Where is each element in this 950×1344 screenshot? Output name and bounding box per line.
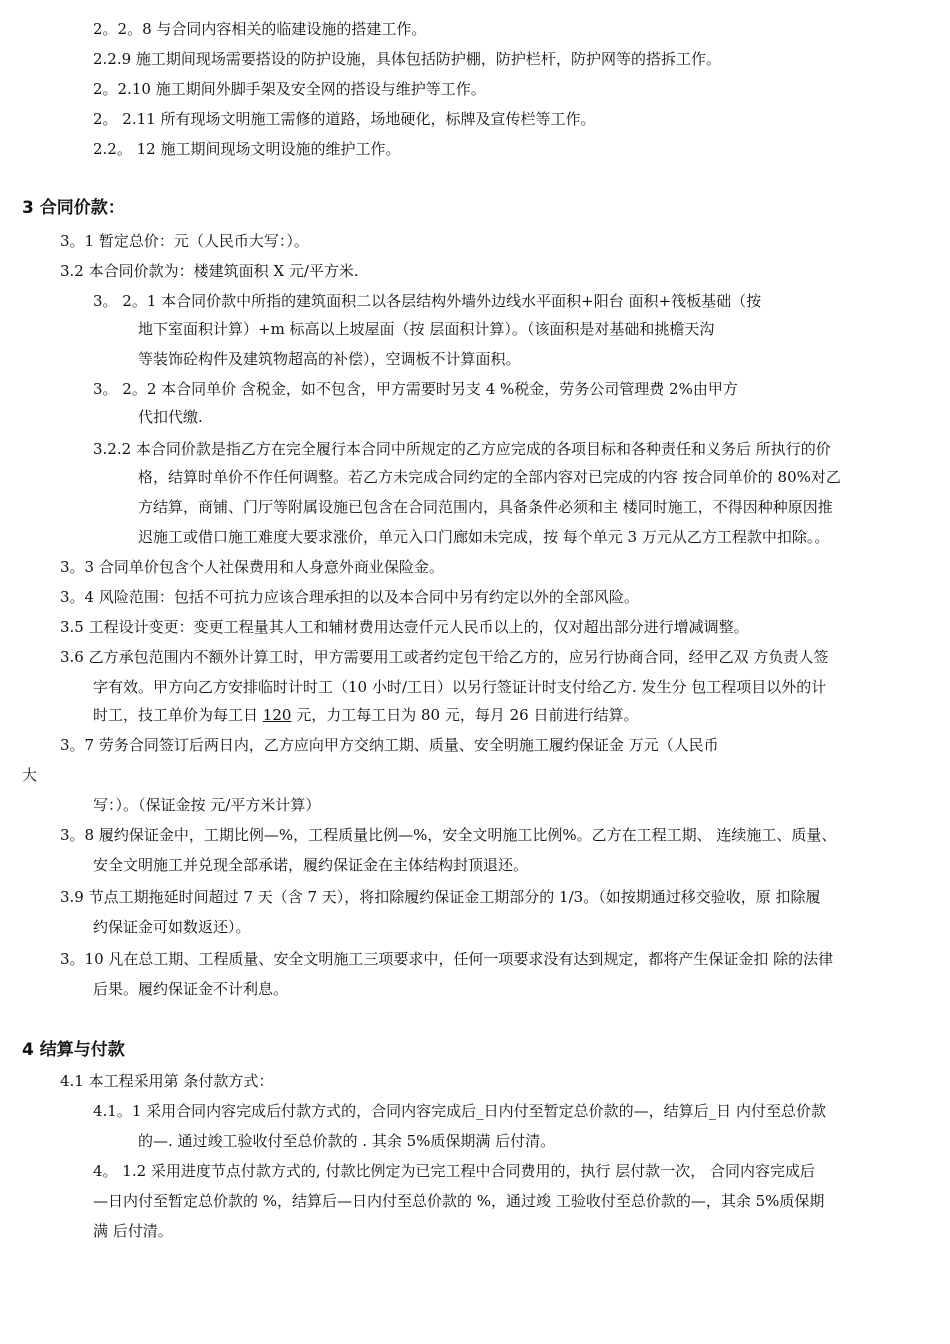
clause-3-4: 3。4 风险范围：包括不可抗力应该合理承担的以及本合同中另有约定以外的全部风险。 [60, 588, 639, 606]
clause-4-1: 4.1 本工程采用第 条付款方式： [60, 1072, 274, 1090]
clause-3-5: 3.5 工程设计变更：变更工程量其人工和辅材费用达壹仟元人民币以上的，仅对超出部分进行增减调整。 [60, 618, 749, 636]
clause-3-6: 3.6 乙方承包范围内不额外计算工时，甲方需要用工或者约定包干给乙方的，应另行协商合同，经甲乙双 方负责人签 [60, 648, 829, 666]
section-4-heading: 4 结算与付款 [22, 1040, 125, 1060]
section-3-heading: 3 合同价款： [22, 198, 125, 218]
clause-3-3: 3。3 合同单价包含个人社保费用和人身意外商业保险金。 [60, 558, 444, 576]
clause-3-2-2b-cont-2: 方结算，商铺、门厅等附属设施已包含在合同范围内，具备条件必须和主 楼同时施工，不得因种种原因推 [138, 498, 833, 516]
clause-4-1-2-cont-2: 满 后付清。 [93, 1222, 173, 1240]
clause-3-6-cont-1: 字有效。甲方向乙方安排临时计时工（10 小时/工日）以另行签证计时支付给乙方. 发生分 包工程项目以外的计 [93, 678, 827, 696]
clause-4-1-2: 4。 1.2 采用进度节点付款方式的, 付款比例定为已完工程中合同费用的，执行 层付款一次， 合同内容完成后 [93, 1162, 816, 1180]
clause-3-7-cont: 写：）。（保证金按 元/平方米计算） [93, 796, 321, 814]
clause-2-2-8: 2。2。8 与合同内容相关的临建设施的搭建工作。 [93, 20, 427, 38]
clause-3-9: 3.9 节点工期拖延时间超过 7 天（含 7 天），将扣除履约保证金工期部分的 1/3。（如按期通过移交验收，原 扣除履 [60, 888, 821, 906]
clause-4-1-1: 4.1。1 采用合同内容完成后付款方式的，合同内容完成后_日内付至暂定总价款的—，结算后_日 内付至总价款 [93, 1102, 826, 1120]
clause-3-10: 3。10 凡在总工期、工程质量、安全文明施工三项要求中，任何一项要求没有达到规定，都将产生保证金扣 除的法律 [60, 950, 834, 968]
clause-3-6-cont-2-text: 时工，技工单价为每工日 [93, 706, 259, 724]
clause-4-1-2-cont-1: —日内付至暂定总价款的 %，结算后—日内付至总价款的 %，通过竣 工验收付至总价款的—，其余 5%质保期 [93, 1192, 825, 1210]
clause-2-2-11: 2。 2.11 所有现场文明施工需修的道路，场地硬化，标牌及宣传栏等工作。 [93, 110, 596, 128]
clause-3-6-cont-2 [93, 704, 638, 726]
clause-3-7: 3。7 劳务合同签订后两日内，乙方应向甲方交纳工期、质量、安全明施工履约保证金 万元（人民币 [60, 736, 719, 754]
clause-3-2-2a: 3。 2。2 本合同单价 含税金，如不包含，甲方需要时另支 4 %税金，劳务公司管理费 2%由甲方 [93, 380, 738, 398]
clause-3-6-cont-2-rest: 元，力工每工日为 80 元，每月 26 日前进行结算。 [296, 706, 639, 724]
clause-4-1-1-cont: 的—. 通过竣工验收付至总价款的 . 其余 5%质保期满 后付清。 [138, 1132, 556, 1150]
clause-3-7-wrap: 大 [22, 766, 38, 784]
clause-3-2-1-cont-2: 等装饰砼构件及建筑物超高的补偿），空调板不计算面积。 [138, 350, 521, 368]
clause-3-2-2b-cont-3: 迟施工或借口施工难度大要求涨价，单元入口门廊如未完成，按 每个单元 3 万元从乙方工程款中扣除。。 [138, 528, 830, 546]
clause-3-1: 3。1 暂定总价：元（人民币大写：）。 [60, 232, 309, 250]
clause-3-2-1: 3。 2。1 本合同价款中所指的建筑面积二以各层结构外墙外边线水平面积+阳台 面积+筏板基础（按 [93, 292, 762, 310]
clause-3-2-1-cont-1: 地下室面积计算）+m 标高以上坡屋面（按 层面积计算）。（该面积是对基础和挑檐天沟 [138, 320, 715, 338]
clause-3-8-cont: 安全文明施工并兑现全部承诺，履约保证金在主体结构封顶退还。 [93, 856, 529, 874]
clause-3-2-2b: 3.2.2 本合同价款是指乙方在完全履行本合同中所规定的乙方应完成的各项目标和各种责任和义务后 所执行的价 [93, 440, 831, 458]
technician-daily-rate: 120 [262, 706, 292, 724]
clause-3-9-cont: 约保证金可如数返还）。 [93, 918, 251, 936]
clause-3-8: 3。8 履约保证金中，工期比例—%，工程质量比例—%，安全文明施工比例%。乙方在工程工期、 连续施工、质量、 [60, 826, 837, 844]
clause-2-2-9: 2.2.9 施工期间现场需要搭设的防护设施，具体包括防护棚，防护栏杆，防护网等的搭拆工作。 [93, 50, 721, 68]
clause-2-2-10: 2。2.10 施工期间外脚手架及安全网的搭设与维护等工作。 [93, 80, 486, 98]
clause-3-10-cont: 后果。履约保证金不计利息。 [93, 980, 289, 998]
clause-3-2-2a-cont: 代扣代缴. [138, 408, 203, 426]
clause-3-2: 3.2 本合同价款为：楼建筑面积 X 元/平方米. [60, 262, 359, 280]
clause-3-2-2b-cont-1: 格，结算时单价不作任何调整。若乙方未完成合同约定的全部内容对已完成的内容 按合同单价的 80%对乙 [138, 468, 841, 486]
clause-2-2-12: 2.2。 12 施工期间现场文明设施的维护工作。 [93, 140, 401, 158]
